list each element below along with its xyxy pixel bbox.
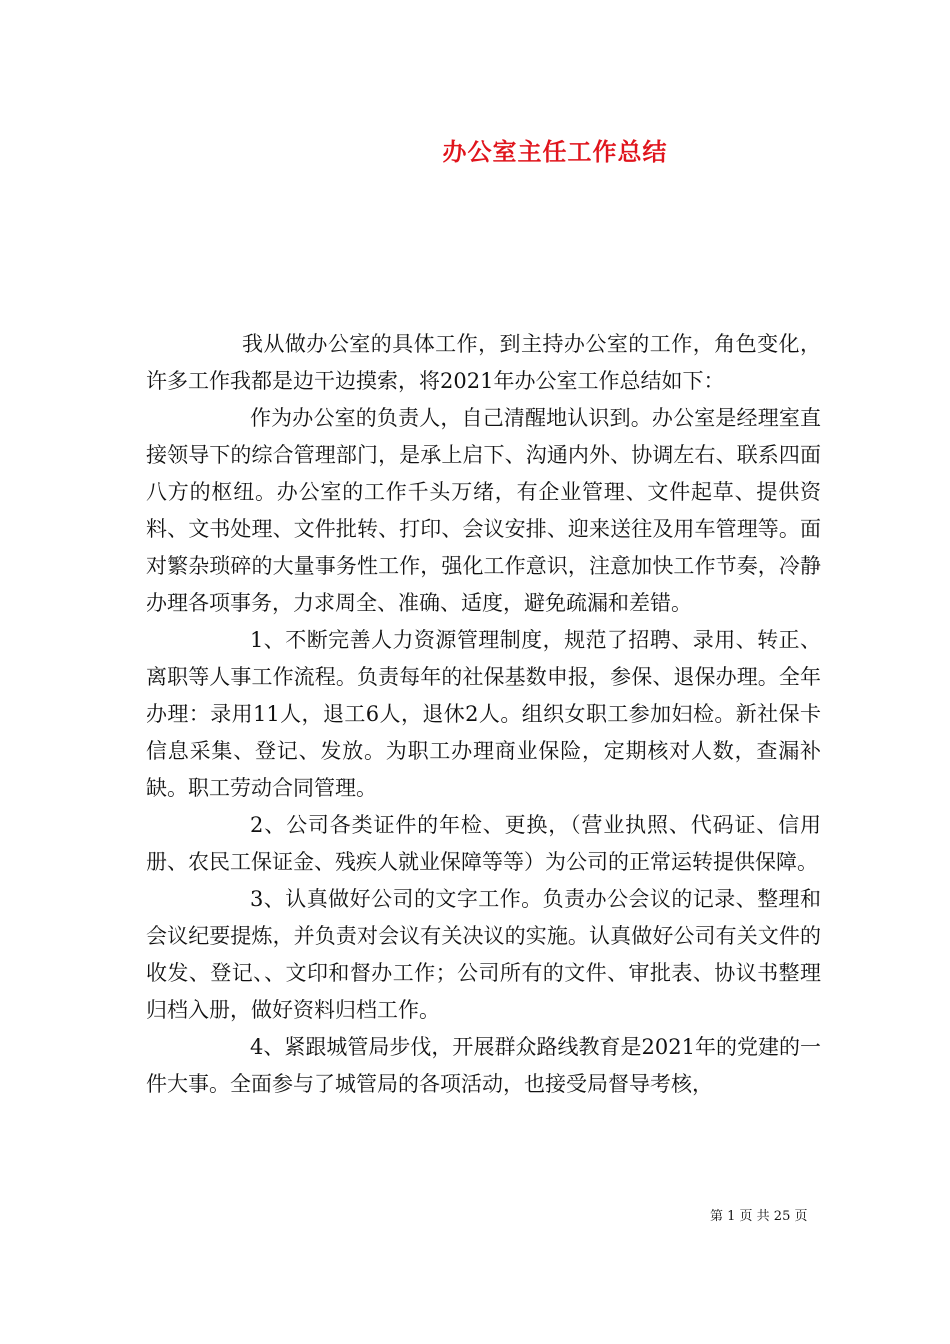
paragraph-intro: 我从做办公室的具体工作，到主持办公室的工作，角色变化，许多工作我都是边干边摸索，将2021年办公室工作总结如下：	[146, 332, 821, 393]
paragraph-item-1: 1、不断完善人力资源管理制度，规范了招聘、录用、转正、离职等人事工作流程。负责每年的社保基数申报，参保、退保办理。全年办理：录用11人，退工6人，退休2人。组织女职工参加妇检。新社保卡信息采集、登记、发放。为职工办理商业保险，定期核对人数，查漏补缺。职工劳动合同管理。	[146, 628, 821, 800]
page-number-footer: 第 1 页 共 25 页	[710, 1209, 808, 1224]
paragraph-item-3: 3、认真做好公司的文字工作。负责办公会议的记录、整理和会议纪要提炼，并负责对会议有关决议的实施。认真做好公司有关文件的收发、登记、、文印和督办工作；公司所有的文件、审批表、协议书整理归档入册，做好资料归档工作。	[146, 887, 821, 1022]
paragraph-role: 作为办公室的负责人，自己清醒地认识到。办公室是经理室直接领导下的综合管理部门，是承上启下、沟通内外、协调左右、联系四面八方的枢纽。办公室的工作千头万绪，有企业管理、文件起草、提供资料、文书处理、文件批转、打印、会议安排、迎来送往及用车管理等。面对繁杂琐碎的大量事务性工作，强化工作意识，注意加快工作节奏，冷静办理各项事务，力求周全、准确、适度，避免疏漏和差错。	[146, 406, 821, 615]
document-title: 办公室主任工作总结	[442, 137, 668, 166]
paragraph-item-4: 4、紧跟城管局步伐，开展群众路线教育是2021年的党建的一件大事。全面参与了城管局的各项活动，也接受局督导考核，	[146, 1035, 821, 1096]
document-body	[146, 326, 821, 1103]
paragraph-item-2: 2、公司各类证件的年检、更换，（营业执照、代码证、信用册、农民工保证金、残疾人就业保障等等）为公司的正常运转提供保障。	[146, 813, 821, 874]
